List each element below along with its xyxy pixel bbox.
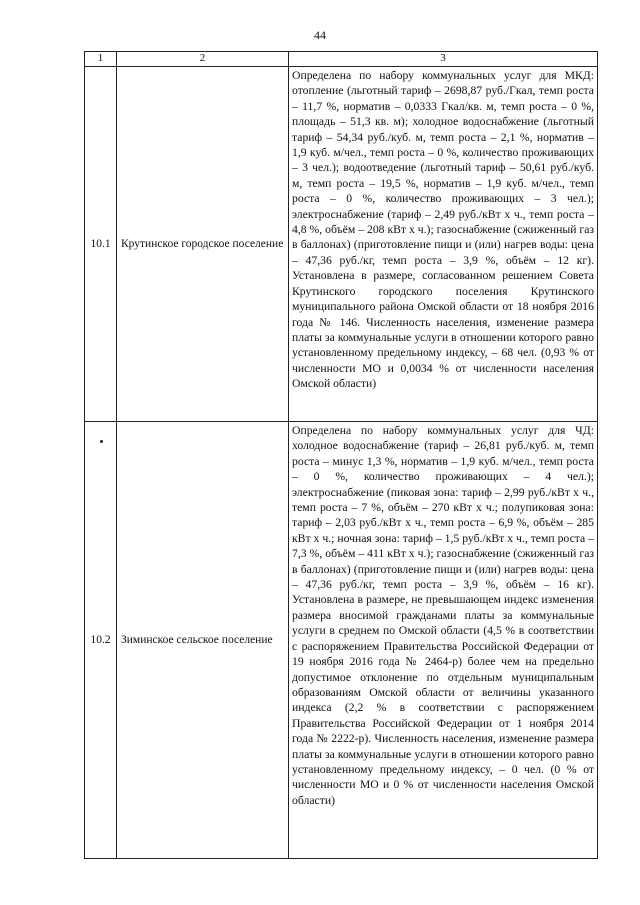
scan-dot-mark [100, 440, 103, 443]
row-description: Определена по набору коммунальных услуг для ЧД: холодное водоснабжение (тариф – 26,81 руб./куб. м, темп роста – минус 1,3 %, норматив – 1,9 куб. м/чел., темп роста – 0 %, количество проживающих – 4 чел.); электроснабжение (пиковая зона: тариф – 2,99 руб./кВт х ч., темп роста – 7 %, объём – 270 кВт х ч.; полупиковая зона: тариф – 2,03 руб./кВт х ч., темп роста – 6,9 %, объём – 285 кВт х ч.; ночная зона: тариф – 1,5 руб./кВт х ч., темп роста – 7,3 %, объём – 411 кВт х ч.); газоснабжение (сжиженный газ в баллонах) (приготовление пищи и (или) нагрев воды: цена – 47,36 руб./кг, темп роста – 3,9 %, объём – 16 кг). Установлена в размере, не превышающем индекс изменения размера вносимой гражданами платы за коммунальные услуги в среднем по Омской области (4,5 % в соответствии с распоряжением Правительства Российской Федерации от 19 ноября 2016 года № 2464-р) более чем на предельно допустимое отклонение по отдельным муниципальным образованиям Омской области от величины указанного индекса (2,2 % в соответствии с распоряжением Правительства Российской Федерации от 1 ноября 2014 года № 2222-р). Численность населения, изменение размера платы за коммунальные услуги в отношении которого равно установленному предельному индексу, – 0 чел. (0 % от численности МО и 0 % от численности населения Омской области) [289, 422, 598, 859]
row-number-cell [85, 422, 117, 859]
table-header-row [85, 52, 598, 67]
header-col-2: 2 [117, 52, 289, 67]
header-col-1: 1 [85, 52, 117, 67]
document-table [84, 51, 598, 859]
row-number: 10.1 [85, 67, 117, 422]
row-description: Определена по набору коммунальных услуг для МКД: отопление (льготный тариф – 2698,87 руб./Гкал, темп роста – 11,7 %, норматив – 0,0333 Гкал/кв. м, темп роста – 0 %, площадь – 51,3 кв. м); холодное водоснабжение (льготный тариф – 54,34 руб./куб. м, темп роста – 2,1 %, норматив – 1,9 куб. м/чел., темп роста – 0 %, количество проживающих – 3 чел.); водоотведение (льготный тариф – 50,61 руб./куб. м, темп роста – 19,5 %, норматив – 1,9 куб. м/чел., темп роста – 0 %, количество проживающих – 3 чел.); электроснабжение (тариф – 2,49 руб./кВт х ч., темп роста – 4,8 %, объём – 208 кВт х ч.); газоснабжение (сжиженный газ в баллонах) (приготовление пищи и (или) нагрев воды: цена – 47,36 руб./кг, темп роста – 3,9 %, объём – 12 кг). Установлена в размере, согласованном решением Совета Крутинского городского поселения Крутинского муниципального района Омской области от 18 ноября 2016 года № 146. Численность населения, изменение размера платы за коммунальные услуги в отношении которого равно установленному предельному индексу, – 68 чел. (0,93 % от численности МО и 0,0034 % от численности населения Омской области) [289, 67, 598, 422]
row-number: 10.2 [90, 634, 111, 646]
table-row [85, 422, 598, 859]
page-number: 44 [314, 28, 326, 42]
municipality-name: Крутинское городское поселение [117, 67, 289, 422]
header-col-3: 3 [289, 52, 598, 67]
municipality-name: Зиминское сельское поселение [117, 422, 289, 859]
table-row [85, 67, 598, 422]
